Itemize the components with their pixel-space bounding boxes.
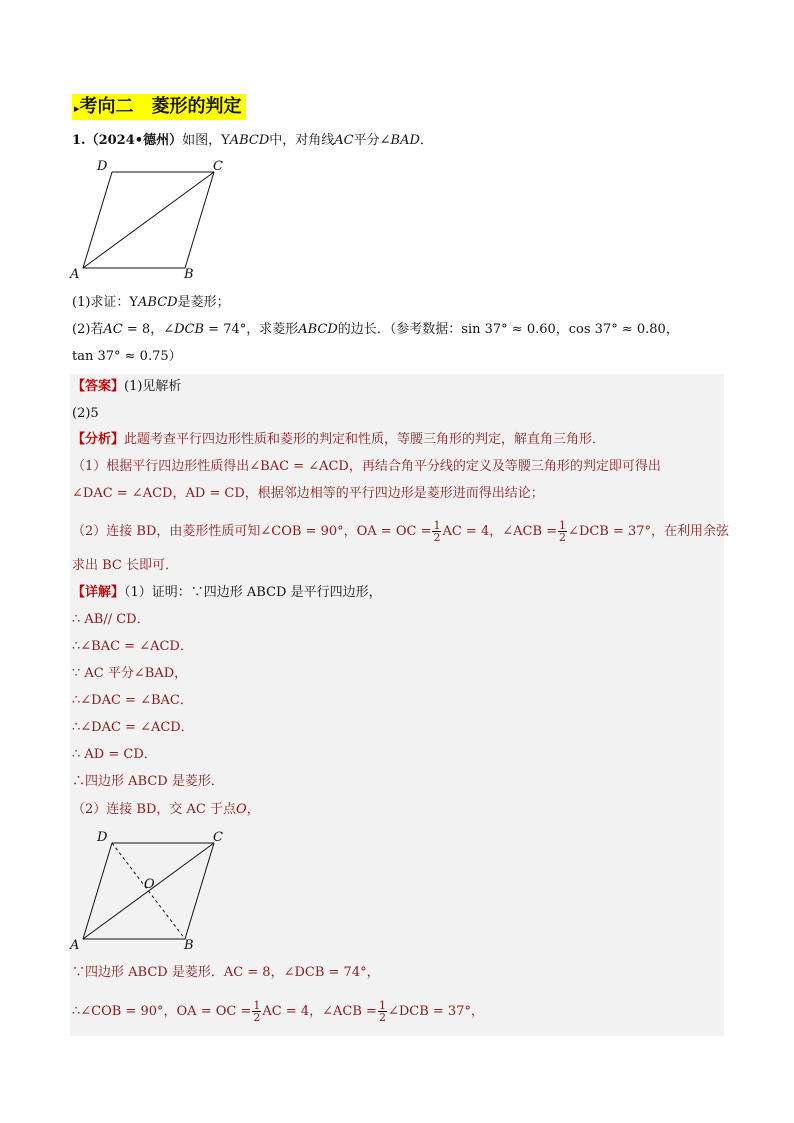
detail-s1 (72, 583, 382, 603)
detail-s5 (72, 691, 193, 711)
detail-text: ∴四边形 ABCD 是菱形． (72, 774, 224, 789)
analysis-text: 求出 BC 长即可． (72, 558, 179, 573)
fraction-numerator: 1 (559, 519, 567, 532)
analysis-text: ∠DAC = ∠ACD，AD = CD，根据邻边相等的平行四边形是菱形进而得出结论； (72, 486, 544, 501)
problem-source: （2024•德州） (85, 133, 183, 148)
detail-text: AC = 4，∠ACB = (262, 1004, 377, 1019)
fraction-numerator: 1 (433, 519, 441, 532)
answer-line-1 (72, 377, 181, 397)
label-d: D (97, 159, 108, 174)
figure-parallelogram (66, 155, 246, 281)
answer-part1: (1)见解析 (124, 379, 182, 394)
side-da (83, 843, 112, 939)
fraction-denominator: 2 (433, 531, 441, 544)
stem-text: 平分 (353, 133, 380, 148)
label-c: C (213, 159, 223, 174)
detail-text: ∴∠DAC = ∠ACD． (72, 720, 194, 735)
label-c: C (213, 830, 223, 845)
part2-text: = 74°，求菱形 (204, 322, 299, 337)
detail-text: （1）证明：∵四边形 ABCD 是平行四边形， (124, 585, 382, 600)
analysis-text: ∠DCB = 37°，在利用余弦 (568, 524, 730, 539)
fraction-numerator: 1 (253, 999, 261, 1012)
detail-text: ∴∠DAC = ∠BAC． (72, 693, 193, 708)
detail-text: ∴ AB// CD． (72, 612, 150, 627)
detail-text: ∴ AD = CD． (72, 747, 157, 762)
detail-s11 (72, 1000, 484, 1023)
label-a: A (70, 938, 80, 952)
analysis-p2-a (72, 520, 729, 543)
analysis-p2-b (72, 556, 178, 576)
detail-text: ∴∠BAC = ∠ACD． (72, 639, 193, 654)
detail-s3 (72, 637, 193, 657)
section-heading (72, 94, 246, 120)
diagonal-ac (83, 172, 214, 268)
answer-tag: 【答案】 (72, 379, 125, 394)
label-o: O (144, 877, 155, 892)
answer-part2: (2)5 (72, 406, 99, 421)
detail-text: ∠DCB = 37°， (387, 1004, 484, 1019)
detail-text: ∴∠COB = 90°，OA = OC = (72, 1004, 252, 1019)
detail-s8 (72, 772, 224, 792)
label-b: B (184, 938, 194, 952)
part2-abcd: ABCD (298, 322, 338, 337)
analysis-text: AC = 4，∠ACB = (442, 524, 558, 539)
detail-s10 (72, 963, 380, 983)
label-a: A (70, 267, 80, 281)
part1-text: (1)求证： (72, 295, 130, 310)
parallelogram-icon: Y (221, 133, 230, 148)
point-o: O (235, 802, 247, 817)
analysis-p1-b (72, 484, 544, 504)
detail-s6 (72, 718, 194, 738)
detail-s7 (72, 745, 157, 765)
analysis-intro (72, 430, 605, 450)
side-da (83, 172, 112, 268)
part2-ac: AC (103, 322, 123, 337)
stem-abcd: ABCD (229, 133, 270, 148)
figure-rhombus-diagonals (66, 826, 246, 952)
part2-text: = 8， (122, 322, 164, 337)
stem-angle: ∠BAD (379, 133, 420, 148)
detail-text: （2）连接 BD，交 AC 于点 (72, 802, 236, 817)
stem-text: ． (419, 133, 433, 148)
detail-s2 (72, 610, 150, 630)
label-b: B (184, 267, 194, 281)
problem-part1 (72, 293, 230, 313)
part2-angle: ∠DCB (163, 322, 205, 337)
part2-text: tan 37° ≈ 0.75） (72, 349, 182, 364)
detail-tag: 【详解】 (72, 585, 125, 600)
detail-text: ， (246, 802, 260, 817)
section-title: 考向二 菱形的判定 (79, 96, 242, 117)
part2-text: 的边长．（参考数据：sin 37° ≈ 0.60，cos 37° ≈ 0.80， (337, 322, 679, 337)
label-d: D (97, 830, 108, 845)
stem-ac: AC (334, 133, 354, 148)
side-bc (185, 843, 214, 939)
problem-part2-cont (72, 347, 182, 367)
parallelogram-icon: Y (129, 295, 139, 310)
fraction-half (252, 1000, 261, 1023)
problem-part2 (72, 320, 679, 340)
fraction-denominator: 2 (559, 531, 567, 544)
triangle-marker-icon: ▸ (74, 102, 80, 115)
detail-text: ∵四边形 ABCD 是菱形．AC = 8，∠DCB = 74°， (72, 965, 380, 980)
part1-text: 是菱形； (177, 295, 230, 310)
detail-s9 (72, 800, 260, 820)
problem-number: 1. (72, 133, 86, 148)
fraction-denominator: 2 (253, 1011, 261, 1024)
analysis-intro-text: 此题考查平行四边形性质和菱形的判定和性质，等腰三角形的判定，解直角三角形． (124, 432, 606, 447)
fraction-half (558, 520, 567, 543)
problem-stem (72, 131, 433, 151)
detail-text: ∵ AC 平分∠BAD， (72, 666, 188, 681)
part2-text: (2)若 (72, 322, 104, 337)
fraction-numerator: 1 (378, 999, 386, 1012)
stem-text: 中，对角线 (269, 133, 335, 148)
stem-text: 如图， (182, 133, 222, 148)
part1-abcd: ABCD (138, 295, 178, 310)
analysis-text: （1）根据平行四边形性质得出∠BAC = ∠ACD，再结合角平分线的定义及等腰三角形的判定即可得出 (72, 459, 661, 474)
fraction-denominator: 2 (378, 1011, 386, 1024)
analysis-tag: 【分析】 (72, 432, 125, 447)
side-bc (185, 172, 214, 268)
answer-line-2 (72, 404, 99, 424)
fraction-half (378, 1000, 387, 1023)
fraction-half (432, 520, 441, 543)
analysis-p1-a (72, 457, 661, 477)
analysis-text: （2）连接 BD，由菱形性质可知∠COB = 90°，OA = OC = (72, 524, 432, 539)
detail-s4 (72, 664, 187, 684)
